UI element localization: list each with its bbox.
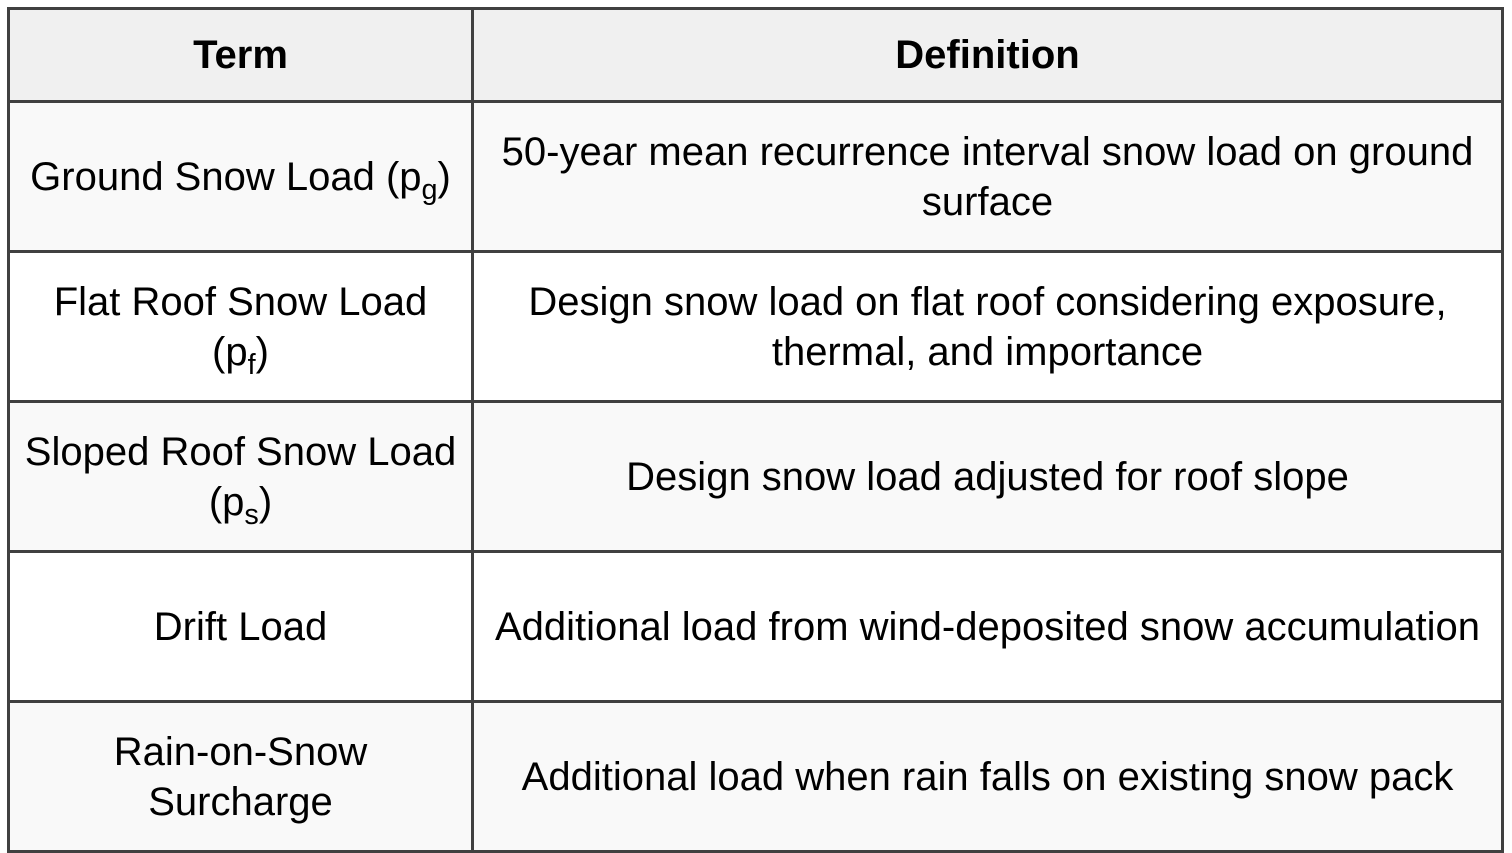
term-cell (9, 252, 473, 402)
header-row (9, 9, 1503, 102)
term-text: Flat Roof Snow Load (p (53, 279, 428, 374)
snow-load-terms-table-container (7, 7, 1504, 824)
term-text: Drift Load (153, 604, 328, 649)
term-text: Sloped Roof Snow Load (p (24, 429, 457, 524)
definition-cell: 50-year mean recurrence interval snow load on ground surface (473, 102, 1503, 252)
snow-load-terms-table (7, 7, 1504, 853)
table-row (9, 552, 1503, 702)
definition-cell: Additional load when rain falls on existing snow pack (473, 702, 1503, 852)
term-text: Rain-on-Snow Surcharge (113, 729, 368, 824)
table-row (9, 702, 1503, 852)
definition-cell: Design snow load adjusted for roof slope (473, 402, 1503, 552)
definition-column-header: Definition (473, 9, 1503, 102)
term-text-close: ) (255, 329, 269, 374)
term-cell (9, 552, 473, 702)
term-subscript: s (244, 498, 259, 531)
term-cell (9, 402, 473, 552)
term-text-close: ) (258, 479, 273, 524)
definition-cell: Additional load from wind-deposited snow accumulation (473, 552, 1503, 702)
term-text-close: ) (437, 154, 451, 199)
term-subscript: g (421, 173, 438, 206)
table-row (9, 102, 1503, 252)
term-text: Ground Snow Load (p (30, 154, 422, 199)
term-cell (9, 702, 473, 852)
definition-cell: Design snow load on flat roof considering exposure, thermal, and importance (473, 252, 1503, 402)
table-row (9, 252, 1503, 402)
term-subscript: f (247, 348, 256, 381)
term-column-header: Term (9, 9, 473, 102)
table-row (9, 402, 1503, 552)
term-cell (9, 102, 473, 252)
